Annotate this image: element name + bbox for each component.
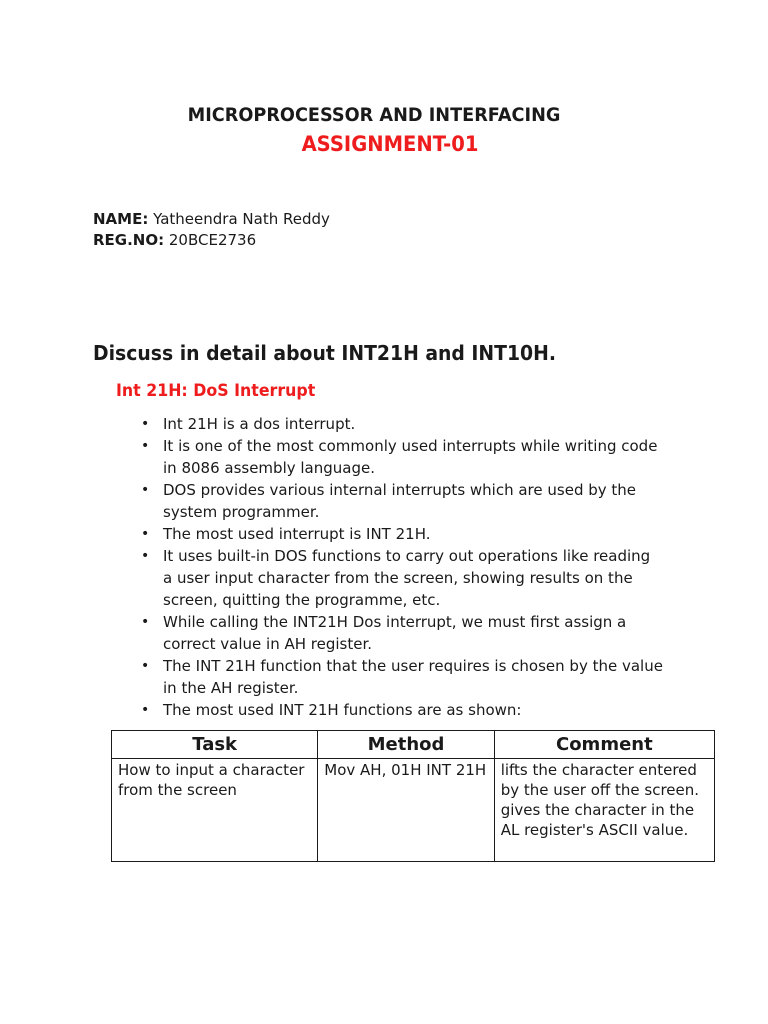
list-item: • The most used interrupt is INT 21H.: [163, 523, 663, 545]
list-item: • It uses built-in DOS functions to carry out operations like reading a user input character from the screen, showing results on the screen, quitting the programme, etc.: [163, 545, 663, 611]
bullet-list: [163, 413, 663, 721]
table-row: [112, 759, 715, 862]
reg-number-line: [93, 231, 256, 249]
name-label: NAME:: [93, 210, 149, 228]
column-header-method: Method: [318, 731, 494, 759]
list-item: • Int 21H is a dos interrupt.: [163, 413, 663, 435]
student-name-line: [93, 210, 330, 228]
reg-label: REG.NO:: [93, 231, 165, 249]
list-item: • While calling the INT21H Dos interrupt, we must first assign a correct value in AH register.: [163, 611, 663, 655]
table-cell-method: Mov AH, 01H INT 21H: [318, 759, 494, 862]
table-cell-comment: lifts the character entered by the user off the screen. gives the character in the AL register's ASCII value.: [494, 759, 714, 862]
question-heading: Discuss in detail about INT21H and INT10H.: [93, 341, 557, 365]
list-item: • The most used INT 21H functions are as shown:: [163, 699, 663, 721]
int21h-functions-table: [111, 730, 715, 862]
course-title: MICROPROCESSOR AND INTERFACING: [187, 104, 561, 126]
column-header-comment: Comment: [494, 731, 714, 759]
table-header-row: [112, 731, 715, 759]
list-item: • It is one of the most commonly used interrupts while writing code in 8086 assembly language.: [163, 435, 663, 479]
list-item: • DOS provides various internal interrupts which are used by the system programmer.: [163, 479, 663, 523]
reg-value: 20BCE2736: [164, 231, 257, 249]
list-item: • The INT 21H function that the user requires is chosen by the value in the AH register.: [163, 655, 663, 699]
table-cell-task: How to input a character from the screen: [112, 759, 318, 862]
column-header-task: Task: [112, 731, 318, 759]
name-value: Yatheendra Nath Reddy: [148, 210, 330, 228]
section-heading: Int 21H: DoS Interrupt: [116, 381, 316, 401]
assignment-title: ASSIGNMENT-01: [301, 132, 479, 156]
